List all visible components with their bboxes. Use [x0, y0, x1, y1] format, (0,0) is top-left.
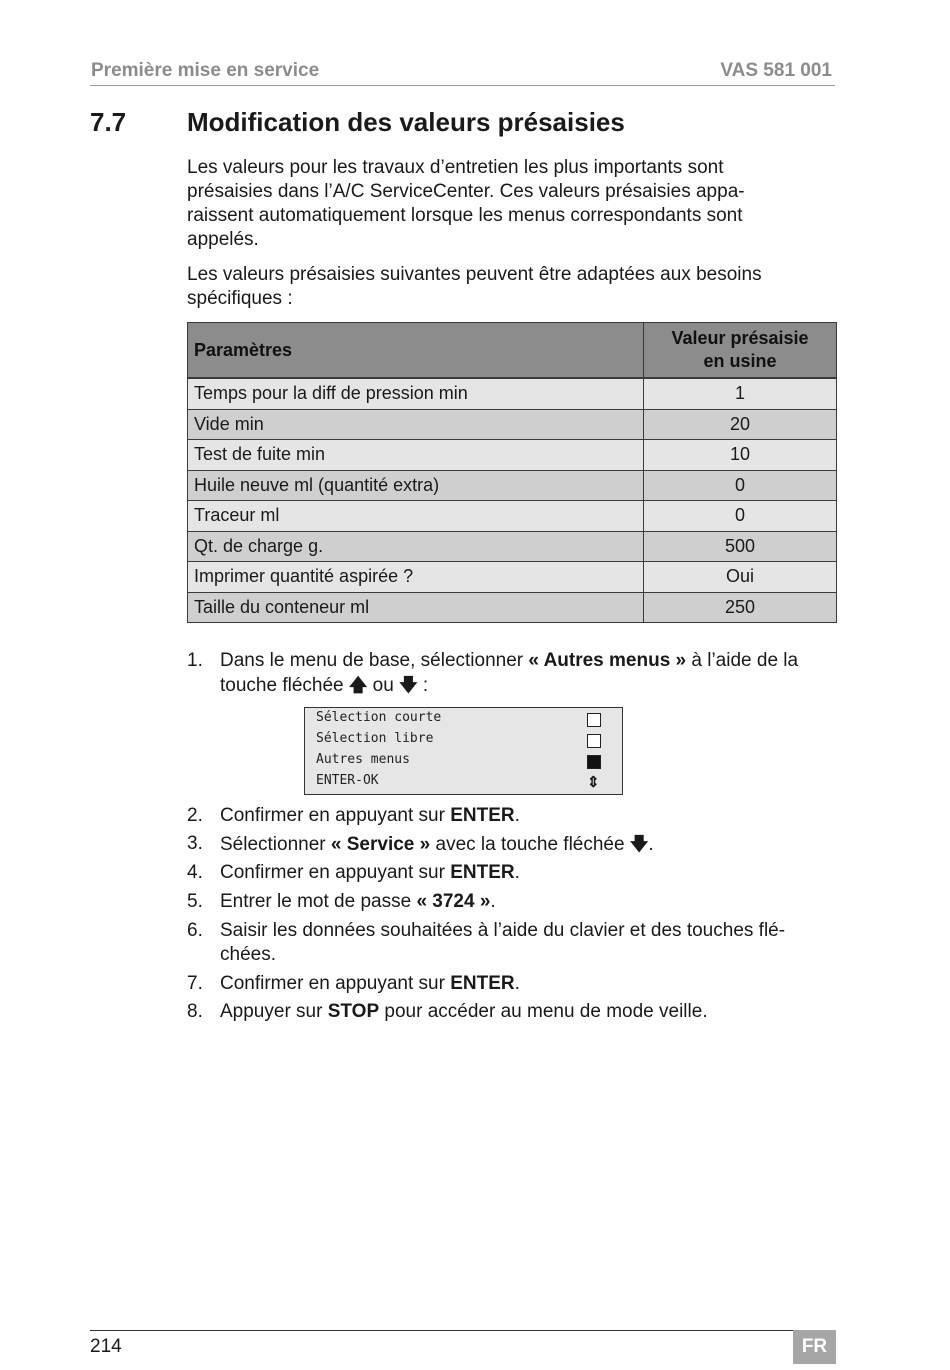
table-row [188, 440, 837, 471]
param-cell: Imprimer quantité aspirée ? [188, 562, 644, 593]
text-run: . [514, 805, 520, 826]
menu-name: « Autres menus » [528, 650, 687, 671]
table-row [188, 562, 837, 593]
section-number: 7.7 [90, 107, 127, 137]
key-name: ENTER [450, 805, 515, 826]
table-row [188, 592, 837, 623]
step-text [220, 1000, 840, 1024]
step-number: 1. [187, 650, 203, 671]
step-line [220, 649, 840, 673]
value-cell: 20 [644, 409, 837, 440]
step-number: 3. [187, 833, 203, 854]
param-cell: Taille du conteneur ml [188, 592, 644, 623]
display-row: Sélection courte [316, 710, 442, 725]
step-text [220, 890, 840, 914]
page-number: 214 [90, 1336, 122, 1357]
text-run: . [514, 973, 520, 994]
checkbox-empty-icon [587, 713, 601, 727]
menu-name: « Service » [330, 834, 431, 855]
checkbox-filled-icon [587, 755, 601, 769]
step-number: 4. [187, 862, 203, 883]
value-cell: 10 [644, 440, 837, 471]
display-row: ENTER-OK [316, 773, 379, 788]
step-line [220, 673, 840, 698]
text-line: Les valeurs présaisies suivantes peuvent être adaptées aux besoins [187, 264, 762, 285]
table-header-row [188, 323, 837, 379]
value-cell: 0 [644, 501, 837, 532]
step-line [220, 861, 840, 885]
text-line: spécifiques : [187, 288, 293, 309]
table-row [188, 501, 837, 532]
step-line [220, 972, 840, 996]
key-name: STOP [327, 1001, 380, 1022]
text-run: pour accéder au menu de mode veille. [379, 1001, 708, 1022]
display-row: Sélection libre [316, 731, 434, 746]
value-cell: 0 [644, 470, 837, 501]
text-run: : [417, 675, 429, 696]
key-name: ENTER [450, 862, 515, 883]
text-run: avec la touche fléchée [430, 834, 630, 855]
text-run: . [490, 891, 496, 912]
device-display [304, 707, 623, 795]
step-line [220, 804, 840, 828]
adapt-paragraph [187, 263, 837, 311]
table-row [188, 378, 837, 409]
step-line [220, 890, 840, 914]
table-row [188, 409, 837, 440]
value-cell: 1 [644, 378, 837, 409]
text-run: . [514, 862, 520, 883]
step-text [220, 972, 840, 996]
arrow-down-icon: 🡇 [399, 675, 418, 695]
param-cell: Huile neuve ml (quantité extra) [188, 470, 644, 501]
text-run: Appuyer sur [220, 1001, 328, 1022]
step-line [220, 832, 840, 857]
step-text [220, 919, 840, 967]
param-cell: Qt. de charge g. [188, 531, 644, 562]
text-line: Les valeurs pour les travaux d’entretien les plus importants sont [187, 157, 724, 178]
value-cell: 500 [644, 531, 837, 562]
text-run: Dans le menu de base, sélectionner [220, 650, 529, 671]
step-number: 8. [187, 1001, 203, 1022]
value-cell: Oui [644, 562, 837, 593]
step-text [220, 804, 840, 828]
footer-divider [90, 1330, 835, 1331]
arrow-down-icon: 🡇 [629, 834, 649, 854]
header-chapter: Première mise en service [91, 60, 320, 81]
step-number: 5. [187, 891, 203, 912]
column-header-factory-value [644, 323, 837, 379]
table-row [188, 470, 837, 501]
param-cell: Vide min [188, 409, 644, 440]
step-text [220, 649, 840, 698]
text-run: Sélectionner [220, 834, 331, 855]
step-text [220, 832, 840, 857]
step-number: 7. [187, 973, 203, 994]
up-down-arrow-icon: ⇕ [587, 774, 600, 791]
language-badge: FR [793, 1330, 836, 1364]
header-product: VAS 581 001 [720, 60, 832, 81]
step-line [220, 1000, 840, 1024]
header-line: en usine [703, 351, 777, 371]
preset-values-table [187, 322, 837, 623]
text-run: Confirmer en appuyant sur [220, 862, 451, 883]
column-header-parameters: Paramètres [188, 323, 644, 379]
arrow-up-icon: 🡅 [348, 675, 368, 695]
password: « 3724 » [416, 891, 491, 912]
display-row: Autres menus [316, 752, 410, 767]
text-line: raissent automatiquement lorsque les menus correspondants sont [187, 205, 743, 226]
text-run: . [648, 834, 654, 855]
text-run: Confirmer en appuyant sur [220, 973, 451, 994]
text-run: Confirmer en appuyant sur [220, 805, 451, 826]
value-cell: 250 [644, 592, 837, 623]
checkbox-empty-icon [587, 734, 601, 748]
text-line: présaisies dans l’A/C ServiceCenter. Ces valeurs présaisies appa- [187, 181, 745, 202]
param-cell: Test de fuite min [188, 440, 644, 471]
step-number: 2. [187, 805, 203, 826]
param-cell: Traceur ml [188, 501, 644, 532]
param-cell: Temps pour la diff de pression min [188, 378, 644, 409]
step-number: 6. [187, 920, 203, 941]
key-name: ENTER [450, 973, 515, 994]
text-run: Entrer le mot de passe [220, 891, 417, 912]
text-run: ou [367, 675, 400, 696]
text-line: appelés. [187, 229, 259, 250]
text-run: à l’aide de la [686, 650, 799, 671]
step-line: Saisir les données souhaitées à l’aide du clavier et des touches flé- [220, 920, 786, 941]
table-row [188, 531, 837, 562]
step-line: chées. [220, 944, 276, 965]
intro-paragraph [187, 156, 837, 252]
step-text [220, 861, 840, 885]
section-title: Modification des valeurs présaisies [187, 107, 625, 137]
text-run: touche fléchée [220, 675, 349, 696]
page-header [90, 58, 835, 86]
header-line: Valeur présaisie [671, 328, 809, 348]
